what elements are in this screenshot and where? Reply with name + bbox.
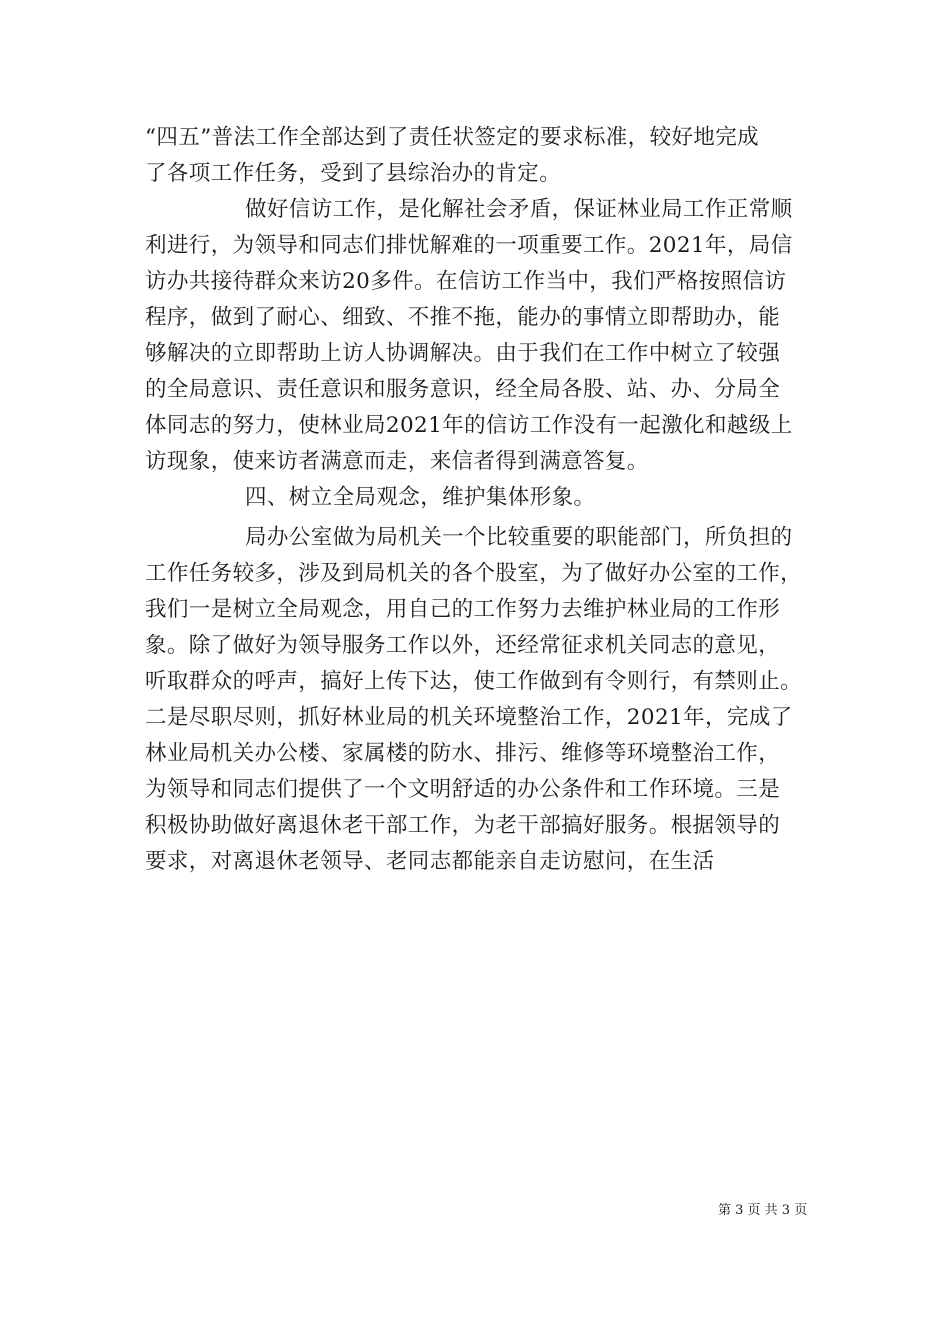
body-text-line: 为领导和同志们提供了一个文明舒适的办公条件和工作环境。三是: [145, 777, 781, 802]
body-text-line: 程序，做到了耐心、细致、不推不拖，能办的事情立即帮助办，能: [145, 305, 781, 330]
body-text-line: 工作任务较多，涉及到局机关的各个股室，为了做好办公室的工作，: [145, 561, 803, 586]
page-number-footer: 第 3 页 共 3 页: [718, 1203, 808, 1218]
body-text-line: 访现象，使来访者满意而走，来信者得到满意答复。: [145, 449, 649, 474]
body-text-line: 的全局意识、责任意识和服务意识，经全局各股、站、办、分局全: [145, 377, 781, 402]
body-text-line: 利进行，为领导和同志们排忧解难的一项重要工作。2021年，局信: [145, 233, 793, 258]
body-text-line: 象。除了做好为领导服务工作以外，还经常征求机关同志的意见，: [145, 633, 781, 658]
body-text-line: 体同志的努力，使林业局2021年的信访工作没有一起激化和越级上: [145, 413, 793, 438]
body-text-line: 我们一是树立全局观念，用自己的工作努力去维护林业局的工作形: [145, 597, 781, 622]
body-text-line: 够解决的立即帮助上访人协调解决。由于我们在工作中树立了较强: [145, 341, 781, 366]
paragraph-first-line: 局办公室做为局机关一个比较重要的职能部门，所负担的: [245, 525, 793, 550]
body-text-line: 二是尽职尽则，抓好林业局的机关环境整治工作，2021年，完成了: [145, 705, 793, 730]
paragraph-first-line: 做好信访工作，是化解社会矛盾，保证林业局工作正常顺: [245, 197, 793, 222]
body-text-line: 要求，对离退休老领导、老同志都能亲自走访慰问，在生活: [145, 849, 715, 874]
body-text-line: 积极协助做好离退休老干部工作，为老干部搞好服务。根据领导的: [145, 813, 781, 838]
section-heading: 四、树立全局观念，维护集体形象。: [245, 485, 596, 510]
body-text-line: “四五”普法工作全部达到了责任状签定的要求标准，较好地完成: [145, 125, 760, 150]
body-text-line: 访办共接待群众来访20多件。在信访工作当中，我们严格按照信访: [145, 269, 787, 294]
body-text-line: 了各项工作任务，受到了县综治办的肯定。: [145, 161, 562, 186]
body-text-line: 听取群众的呼声，搞好上传下达，使工作做到有令则行，有禁则止。: [145, 669, 803, 694]
body-text-line: 林业局机关办公楼、家属楼的防水、排污、维修等环境整治工作，: [145, 741, 781, 766]
